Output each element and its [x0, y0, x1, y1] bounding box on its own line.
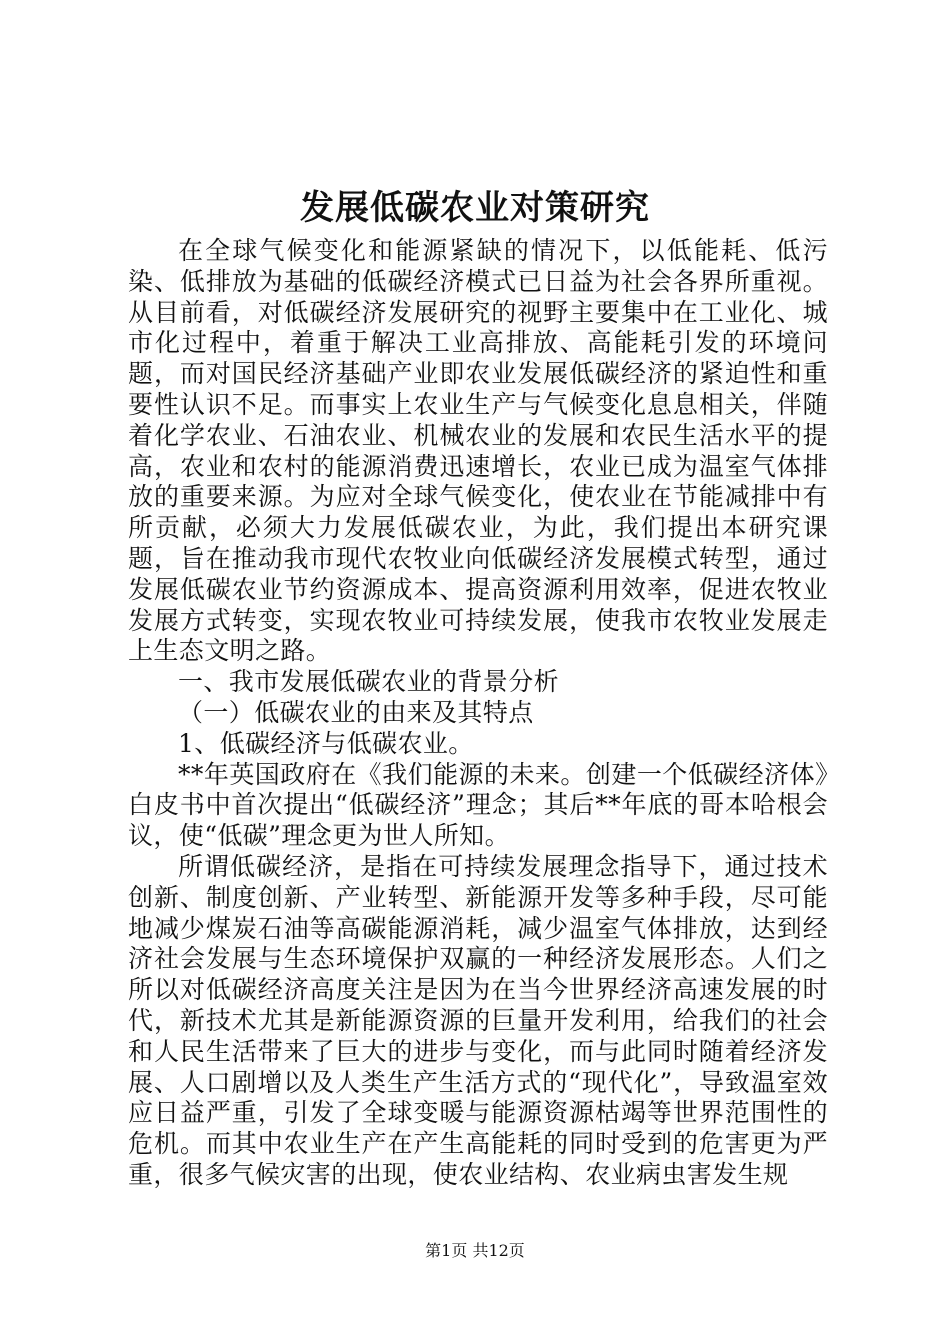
item-heading-1: 1、低碳经济与低碳农业。 [178, 728, 474, 758]
section-heading-1: 一、我市发展低碳农业的背景分析 [178, 667, 560, 697]
document-body [128, 236, 828, 1191]
page-footer: 第1页 共12页 [425, 1241, 525, 1260]
subsection-heading-1: （一）低碳农业的由来及其特点 [178, 697, 534, 727]
document-title: 发展低碳农业对策研究 [300, 188, 650, 228]
paragraph-intro: 在全球气候变化和能源紧缺的情况下，以低能耗、低污染、低排放为基础的低碳经济模式已日益为社会各界所重视。从目前看，对低碳经济发展研究的视野主要集中在工业化、城市化过程中，着重于解决工业高排放、高能耗引发的环境问题，而对国民经济基础产业即农业发展低碳经济的紧迫性和重要性认识不足。而事实上农业生产与气候变化息息相关，伴随着化学农业、石油农业、机械农业的发展和农民生活水平的提高，农业和农村的能源消费迅速增长，农业已成为温室气体排放的重要来源。为应对全球气候变化，使农业在节能减排中有所贡献，必须大力发展低碳农业，为此，我们提出本研究课题，旨在推动我市现代农牧业向低碳经济发展模式转型，通过发展低碳农业节约资源成本、提高资源利用效率，促进农牧业发展方式转变，实现农牧业可持续发展，使我市农牧业发展走上生态文明之路。 [128, 236, 828, 666]
paragraph-origin: **年英国政府在《我们能源的未来。创建一个低碳经济体》白皮书中首次提出“低碳经济”理念；其后**年底的哥本哈根会议，使“低碳”理念更为世人所知。 [128, 759, 828, 851]
paragraph-definition: 所谓低碳经济，是指在可持续发展理念指导下，通过技术创新、制度创新、产业转型、新能源开发等多种手段，尽可能地减少煤炭石油等高碳能源消耗，减少温室气体排放，达到经济社会发展与生态环境保护双赢的一种经济发展形态。人们之所以对低碳经济高度关注是因为在当今世界经济高速发展的时代，新技术尤其是新能源资源的巨量开发利用，给我们的社会和人民生活带来了巨大的进步与变化，而与此同时随着经济发展、人口剧增以及人类生产生活方式的“现代化”，导致温室效应日益严重，引发了全球变暖与能源资源枯竭等世界范围性的危机。而其中农业生产在产生高能耗的同时受到的危害更为严重，很多气候灾害的出现，使农业结构、农业病虫害发生规 [128, 851, 828, 1189]
